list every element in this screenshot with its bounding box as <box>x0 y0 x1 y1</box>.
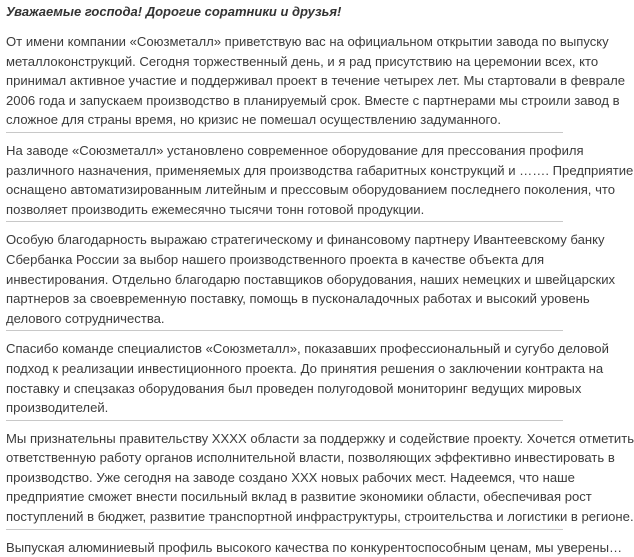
paragraph-line: производство. Уже сегодня на заводе создано ХХХ новых рабочих мест. Надеемся, что наше <box>6 469 575 485</box>
paragraph-line: сложное для страны время, но кризис не помешал осуществлению задуманного. <box>6 112 501 128</box>
paragraph-line: партнеров за своевременную поставку, помощь в пусконаладочных работах и высокий уровень <box>6 291 590 307</box>
paragraph-line: позволяет производить ежемесячно тысячи тонн готовой продукции. <box>6 201 425 217</box>
paragraph-line: Сбербанка России за выбор нашего производственного проекта в качестве объекта для <box>6 251 545 267</box>
paragraph-line: производителей. <box>6 400 109 416</box>
paragraph-line: 2006 года и запускаем производство в планируемый срок. Вместе с партнерами мы строили завод в <box>6 92 620 108</box>
paragraph-line: принимал активное участие и поддерживал проект в течение четырех лет. Мы стартовали в феврале <box>6 73 626 89</box>
paragraph-line: От имени компании «Союзметалл» приветствую вас на официальном открытии завода по выпуску <box>6 34 609 49</box>
paragraph-line: Спасибо команде специалистов «Союзметалл», показавших профессиональный и сугубо деловой <box>6 341 609 357</box>
paragraph-5 <box>6 429 634 527</box>
paragraph-line: металлоконструкций. Сегодня торжественный день, и я рад присутствию на церемонии всех, кто <box>6 53 599 69</box>
paragraph-line: ответственную работу органов исполнительной власти, позволяющих эффективно инвестировать в <box>6 450 615 466</box>
paragraph-divider <box>6 330 563 331</box>
paragraph-line: Особую благодарность выражаю стратегическому и финансовому партнеру Ивантеевскому банку <box>6 232 605 248</box>
letter-body <box>6 32 634 557</box>
paragraph-2 <box>6 141 634 219</box>
paragraph-line: различного назначения, применяемых для производства габаритных конструкций и ……. Предприятие <box>6 162 634 178</box>
paragraph-line: поставку и спецзаказ оборудования был проведен полугодовой мониторинг ведущих мировых <box>6 380 582 396</box>
paragraph-line: На заводе «Союзметалл» установлено современное оборудование для прессования профиля <box>6 142 584 158</box>
paragraph-line: инвестирования. Отдельно благодарю поставщиков оборудования, наших немецких и швейцарских <box>6 271 616 287</box>
paragraph-line: Мы признательны правительству ХХХХ области за поддержку и содействие проекту. Хочется отметить <box>6 430 634 446</box>
paragraph-line: поступлений в бюджет, развитие транспортной инфраструктуры, строительства и логистики в регионе. <box>6 509 634 525</box>
paragraph-divider <box>6 132 563 133</box>
paragraph-line: подход к реализации инвестиционного проекта. До принятия решения о заключении контракта на <box>6 360 604 376</box>
paragraph-4 <box>6 339 609 417</box>
paragraph-1 <box>6 32 626 130</box>
paragraph-line: предприятие сможет внести посильный вклад в развитие экономики области, обеспечивая рост <box>6 489 592 505</box>
paragraph-divider <box>6 420 563 421</box>
paragraph-line: Выпуская алюминиевый профиль высокого качества по конкурентоспособным ценам, мы уверены… <box>6 539 623 555</box>
paragraph-3 <box>6 230 616 328</box>
paragraph-divider <box>6 221 563 222</box>
paragraph-line: делового сотрудничества. <box>6 310 165 326</box>
page-title: Уважаемые господа! Дорогие соратники и друзья! <box>6 4 342 19</box>
paragraph-divider <box>6 529 563 530</box>
paragraph-line: оснащено автоматизированным литейным и прессовым оборудованием последнего поколения, что <box>6 182 616 198</box>
paragraph-6 <box>6 538 623 557</box>
